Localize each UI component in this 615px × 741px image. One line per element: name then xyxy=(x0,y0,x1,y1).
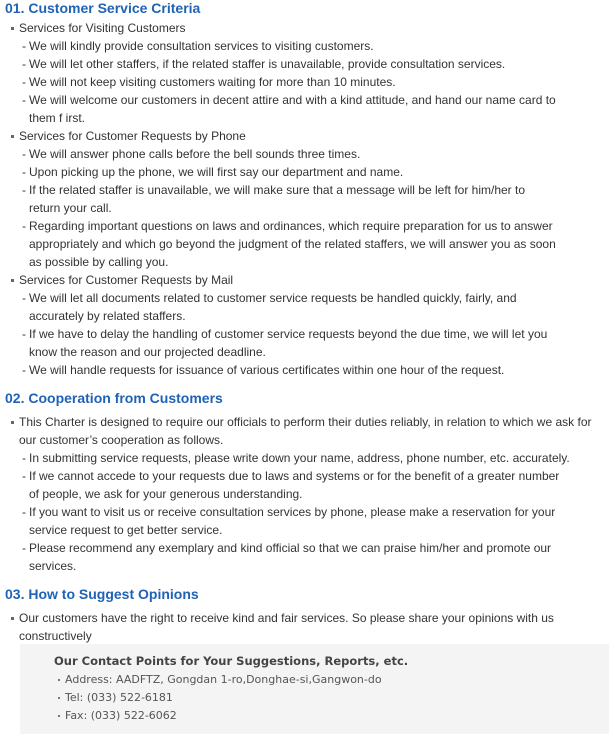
bullet-icon xyxy=(58,679,60,681)
bullet-icon xyxy=(11,279,14,282)
suggest-intro: Our customers have the right to receive kind and fair services. So please share your opinions with us constructively xyxy=(11,609,571,645)
list-item: - If you want to visit us or receive consultation services by phone, please make a reservation for your service request to get better service. xyxy=(22,505,556,537)
list-item: - We will answer phone calls before the bell sounds three times. xyxy=(22,147,361,161)
section-heading-cooperation: 02. Cooperation from Customers xyxy=(5,390,223,406)
list-item: - We will let all documents related to customer service requests be handled quickly, fairly, and accurately by related staffers. xyxy=(22,291,517,323)
list-item: - In submitting service requests, please write down your name, address, phone number, etc. accurately. xyxy=(22,451,570,465)
list-item: - If we have to delay the handling of customer service requests beyond the due time, we will let you know the reason and our projected deadline. xyxy=(22,327,548,359)
list-item: - If we cannot accede to your requests due to laws and systems or for the benefit of a greater number of people, we ask for your generous understanding. xyxy=(22,469,560,501)
list-item: - Please recommend any exemplary and kind official so that we can praise him/her and promote our services. xyxy=(22,541,552,573)
list-item: - If the related staffer is unavailable, we will make sure that a message will be left for him/her to return your call. xyxy=(22,183,526,215)
contact-box xyxy=(20,644,609,734)
section-heading-criteria: 01. Customer Service Criteria xyxy=(5,0,201,16)
section-heading-suggest: 03. How to Suggest Opinions xyxy=(5,586,199,602)
list-item: - We will handle requests for issuance of various certificates within one hour of the request. xyxy=(22,363,505,377)
customer-charter-page: 01. Customer Service Criteria Services for Visiting Customers - We will kindly provide consultation services to visiting customers. - We will let other staffers, if the related staffer is unavailable, provide consultation services. - We will not keep visiting customers waiting for more than 10 minutes. - We will welcome our customers in decent attire and with a kind attitude, and hand our name card to them f irst. Services for Customer Requests by Phone - We will answer phone calls before the bell sounds three times. - Upon picking up the phone, we will first say our department and name. - If the related staffer is unavailable, we will make sure that a message will be left for him/her to return your call. - Regarding important questions on laws and ordinances, which require preparation for us to answer appropriately and which go beyond the judgment of the related staffers, we will answer you as soon as possible by calling you. Services for Customer Requests by Mail - We will let all documents related to customer service requests be handled quickly, fairly, and accurately by related staffers. - If we have to delay the handling of customer service requests beyond the due time, we will let you know the reason and our projected deadline. - We will handle requests for issuance of various certificates within one hour of the request. 02. Cooperation from Customers This Charter is designed to require our officials to perform their duties reliably, in relation to which we ask for our customer’s cooperation as follows. - In submitting service requests, please write down your name, address, phone number, etc. accurately. - If we cannot accede to your requests due to laws and systems or for the benefit of a greater number of people, we ask for your generous understanding. - If you want to visit us or receive consultation services by phone, please make a reservation for your service request to get better service. - Please recommend any exemplary and kind official so that we can praise him/her and promote our services. 03. How to Suggest Opinions Our customers have the right to receive kind and fair services. So please share your opinions with us constructively Our Contact Points for Your Suggestions, Reports, etc. Address: AADFTZ, Gongdan 1-ro,Donghae-si,Gangwon-do Tel: (033) 522-6181 Fax: (033) 522-6062 xyxy=(0,0,615,741)
cooperation-intro: This Charter is designed to require our officials to perform their duties reliably, in relation to which we ask for our customer’s cooperation as follows. xyxy=(11,413,607,449)
list-item: - We will let other staffers, if the related staffer is unavailable, provide consultation services. xyxy=(22,57,506,71)
bullet-icon xyxy=(11,135,14,138)
list-item: - Upon picking up the phone, we will first say our department and name. xyxy=(22,165,404,179)
list-item: - We will not keep visiting customers waiting for more than 10 minutes. xyxy=(22,75,396,89)
list-item: - We will kindly provide consultation services to visiting customers. xyxy=(22,39,374,53)
contact-title: Our Contact Points for Your Suggestions, Reports, etc. xyxy=(54,654,409,668)
bullet-icon xyxy=(11,617,14,620)
bullet-icon xyxy=(11,27,14,30)
bullet-icon xyxy=(58,715,60,717)
bullet-icon xyxy=(11,421,14,424)
contact-fax: Fax: (033) 522-6062 xyxy=(58,707,177,725)
contact-address: Address: AADFTZ, Gongdan 1-ro,Donghae-si,Gangwon-do xyxy=(58,671,382,689)
bullet-icon xyxy=(58,697,60,699)
list-item: - Regarding important questions on laws and ordinances, which require preparation for us to answer appropriately and which go beyond the judgment of the related staffers, we will answer you as soon as possible by calling you. xyxy=(22,219,556,269)
contact-tel: Tel: (033) 522-6181 xyxy=(58,689,173,707)
list-item: - We will welcome our customers in decent attire and with a kind attitude, and hand our name card to them f irst. xyxy=(22,93,556,125)
